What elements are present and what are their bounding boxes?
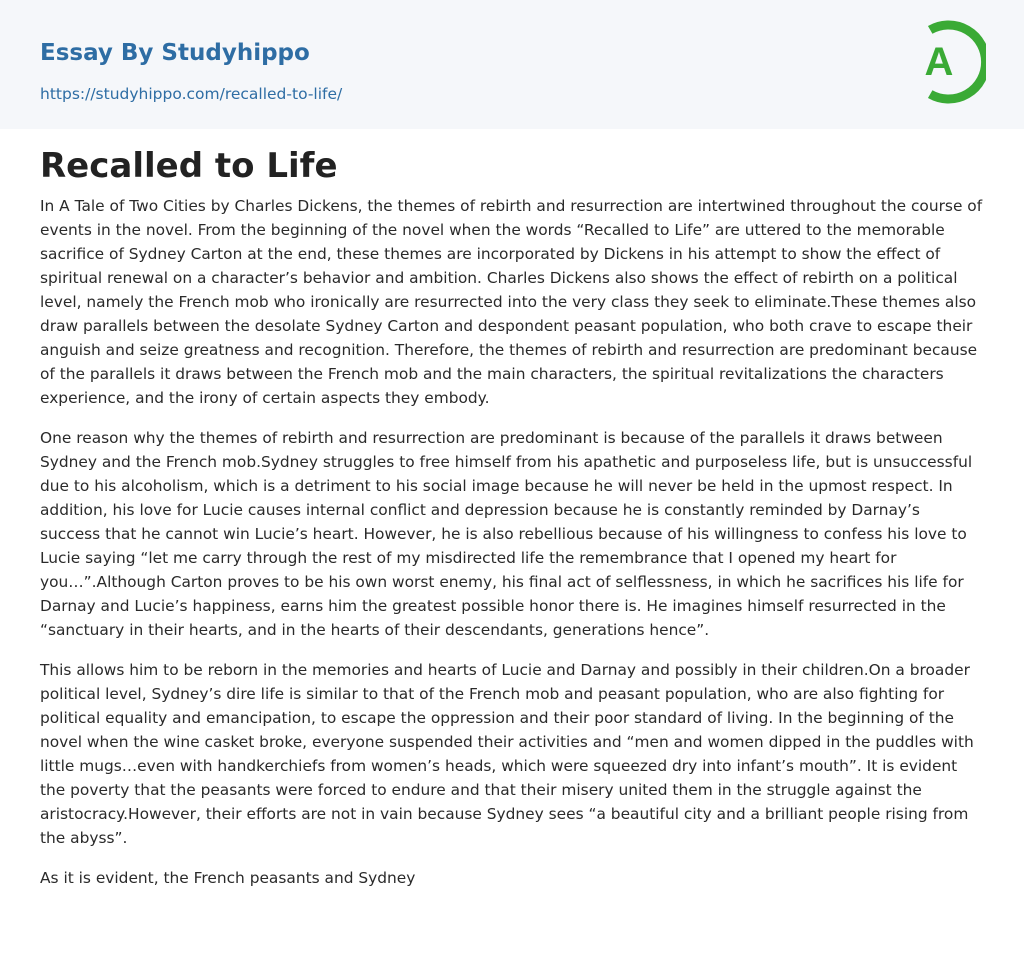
site-header [0, 0, 1024, 129]
essay-body [40, 194, 984, 906]
essay-paragraph: This allows him to be reborn in the memories and hearts of Lucie and Darnay and possibly in their children.On a broader political level, Sydney’s dire life is similar to that of the French mob and peasant population, who are also fighting for political equality and emancipation, to escape the oppression and their poor standard of living. In the beginning of the novel when the wine casket broke, everyone suspended their activities and “men and women dipped in the puddles with little mugs…even with handkerchiefs from women’s heads, which were squeezed dry into infant’s mouth”. It is evident the poverty that the peasants were forced to endure and that their misery united them in the struggle against the aristocracy.However, their efforts are not in vain because Sydney sees “a beautiful city and a brilliant people rising from the abyss”. [40, 661, 974, 847]
essay-paragraph: As it is evident, the French peasants and Sydney [40, 869, 416, 887]
page-url-link[interactable]: https://studyhippo.com/recalled-to-life/ [40, 85, 343, 103]
logo-letter: A [924, 40, 954, 84]
brand-title[interactable]: Essay By Studyhippo [40, 40, 310, 66]
essay-paragraph: In A Tale of Two Cities by Charles Dickens, the themes of rebirth and resurrection are intertwined throughout the course of events in the novel. From the beginning of the novel when the words “Recalled to Life” are uttered to the memorable sacrifice of Sydney Carton at the end, these themes are incorporated by Dickens in his attempt to show the effect of spiritual renewal on a character’s behavior and ambition. Charles Dickens also shows the effect of rebirth on a political level, namely the French mob who ironically are resurrected into the very class they seek to eliminate.These themes also draw parallels between the desolate Sydney Carton and despondent peasant population, who both crave to escape their anguish and seize greatness and recognition. Therefore, the themes of rebirth and resurrection are predominant because of the parallels it draws between the French mob and the main characters, the spiritual revitalizations the characters experience, and the irony of certain aspects they embody. [40, 197, 983, 407]
essay-paragraph: One reason why the themes of rebirth and resurrection are predominant is because of the parallels it draws between Sydney and the French mob.Sydney struggles to free himself from his apathetic and purposeless life, but is unsuccessful due to his alcoholism, which is a detriment to his social image because he will never be held in the upmost respect. In addition, his love for Lucie causes internal conflict and depression because he is constantly reminded by Darnay’s success that he cannot win Lucie’s heart. However, he is also rebellious because of his willingness to confess his love to Lucie saying “let me carry through the rest of my misdirected life the remembrance that I opened my heart for you…”.Although Carton proves to be his own worst enemy, his final act of selflessness, in which he sacrifices his life for Darnay and Lucie’s happiness, earns him the greatest possible honor there is. He imagines himself resurrected in the “sanctuary in their hearts, and in the hearts of their descendants, generations hence”. [40, 429, 973, 639]
page-title: Recalled to Life [40, 146, 338, 186]
studyhippo-a-logo-icon[interactable] [912, 18, 986, 106]
logo-graphic [912, 18, 986, 106]
